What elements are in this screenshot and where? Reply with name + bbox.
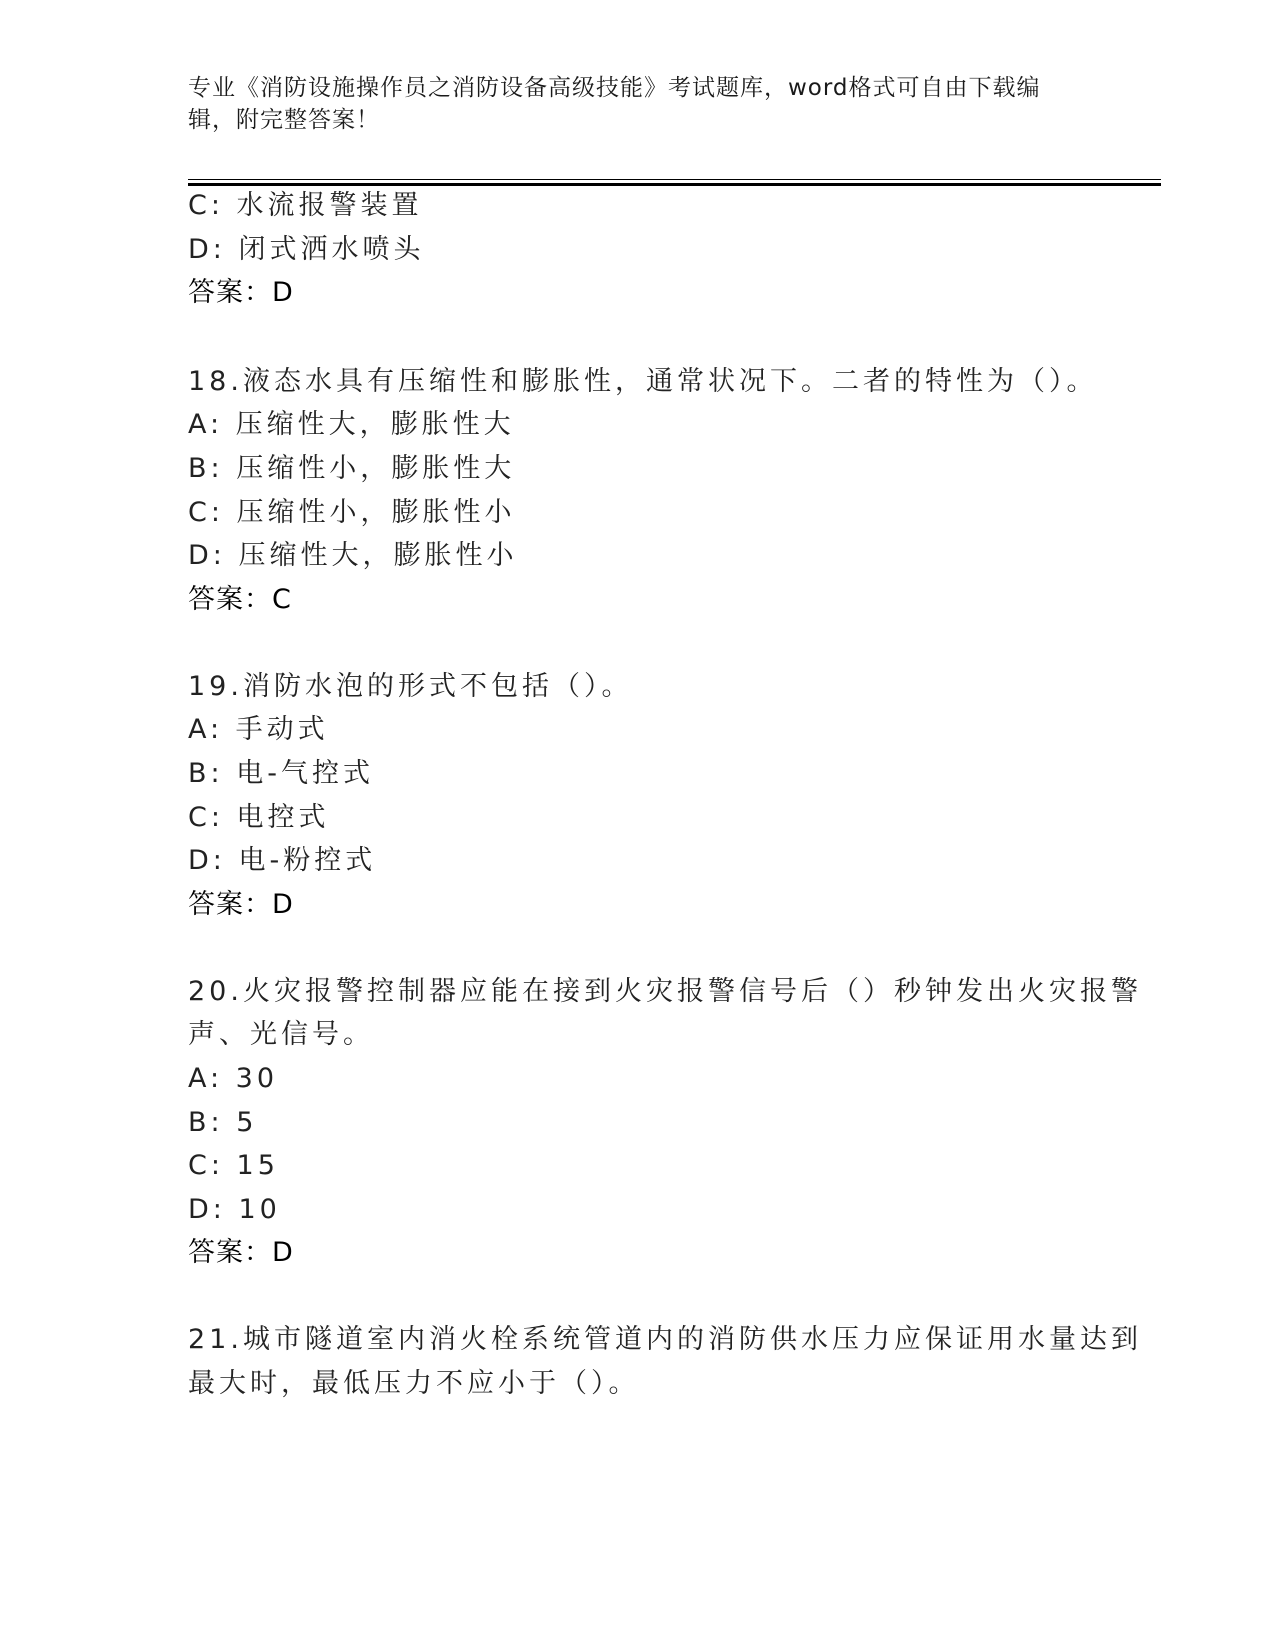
q18-option-c: C: 压缩性小，膨胀性小 [188,497,516,528]
q17-answer: 答案：D [188,277,294,308]
q17-option-c: C: 水流报警装置 [188,190,423,221]
q19-option-d: D: 电-粉控式 [188,845,377,876]
q19-stem: 19.消防水泡的形式不包括（）。 [188,671,633,702]
header-line-1: 专业《消防设施操作员之消防设备高级技能》考试题库，word格式可自由下载编 [188,75,1041,101]
q18-stem: 18.液态水具有压缩性和膨胀性，通常状况下。二者的特性为（）。 [188,366,1098,397]
q18-option-a: A: 压缩性大，膨胀性大 [188,409,515,440]
q17-option-d: D: 闭式洒水喷头 [188,234,425,265]
q20-stem-line-2: 声、光信号。 [188,1019,374,1050]
header-rule-thin [188,179,1161,180]
q20-option-d: D: 10 [188,1194,281,1225]
document-header [188,72,1068,136]
q20-stem-line-1: 20.火灾报警控制器应能在接到火灾报警信号后（）秒钟发出火灾报警 [188,976,1142,1007]
q20-option-b: B: 5 [188,1107,258,1138]
q18-option-b: B: 压缩性小，膨胀性大 [188,453,516,484]
q19-option-b: B: 电-气控式 [188,758,374,789]
q19-answer: 答案：D [188,889,294,920]
q19-option-c: C: 电控式 [188,802,330,833]
q21-stem-line-2: 最大时，最低压力不应小于（）。 [188,1368,640,1399]
q21-stem-line-1: 21.城市隧道室内消火栓系统管道内的消防供水压力应保证用水量达到 [188,1324,1142,1355]
q19-option-a: A: 手动式 [188,714,329,745]
q20-option-a: A: 30 [188,1063,279,1094]
q18-answer: 答案：C [188,584,292,615]
q20-answer: 答案：D [188,1237,294,1268]
q18-option-d: D: 压缩性大，膨胀性小 [188,540,518,571]
q20-option-c: C: 15 [188,1150,279,1181]
header-line-2: 辑，附完整答案！ [188,107,380,133]
header-rule-thick [188,183,1161,186]
